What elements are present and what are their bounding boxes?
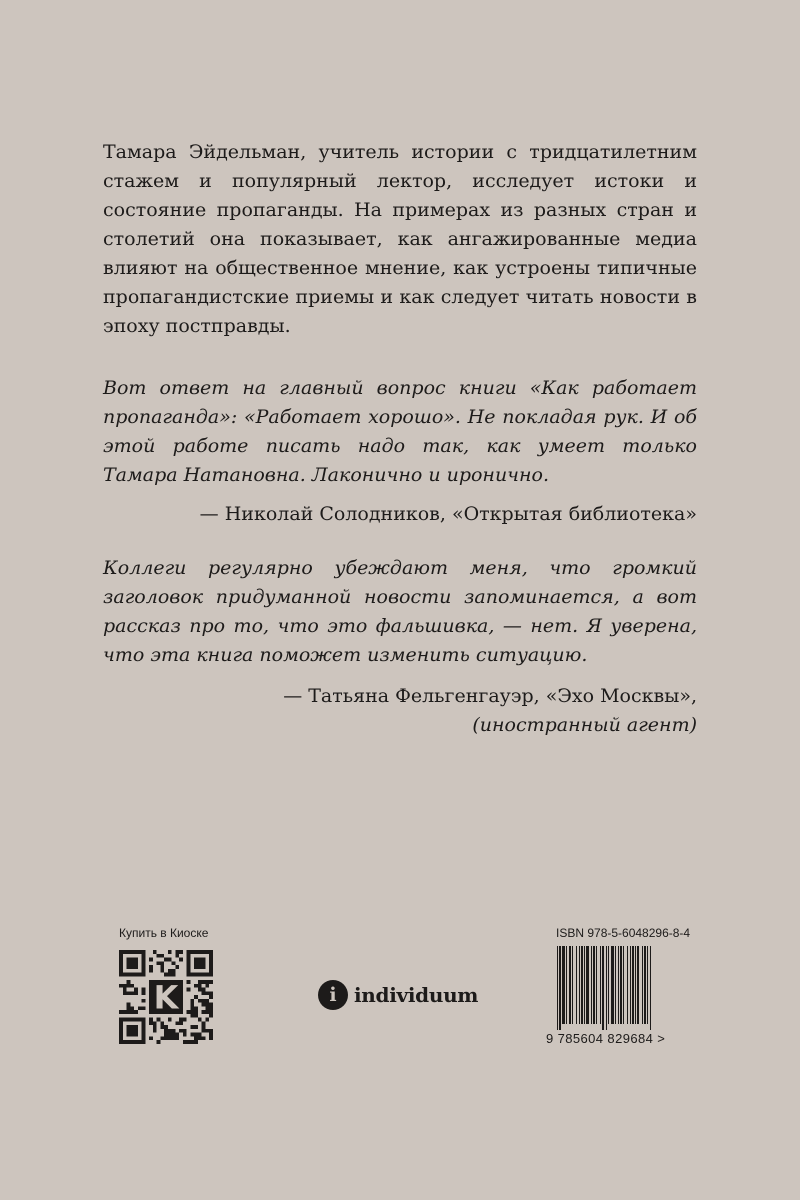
review-attribution-2 xyxy=(283,682,697,740)
review-quote-2: Коллеги регулярно убеждают меня, что громкий заголовок придуманной новости запоминается, а вот рассказ про то, что это фальшивка, — нет. Я уверена, что эта книга поможет изменить ситуацию. xyxy=(103,557,697,666)
qr-center-letter: K xyxy=(153,978,179,1017)
attribution-note: (иностранный агент) xyxy=(472,714,697,736)
publisher-name: individuum xyxy=(354,983,479,1007)
kiosk-label: Купить в Киоске xyxy=(119,926,209,940)
review-quote-1: Вот ответ на главный вопрос книги «Как работает пропаганда»: «Работает хорошо». Не покладая рук. И об этой работе писать надо так, как умеет только Тамара Натановна. Лаконично и иронично. xyxy=(103,377,697,486)
barcode-icon xyxy=(556,946,690,1030)
barcode-digits: 9 785604 829684 > xyxy=(546,1031,666,1046)
intro-paragraph: Тамара Эйдельман, учитель истории с тридцатилетним стажем и популярный лектор, исследует истоки и состояние пропаганды. На примерах из разных стран и столетий она показывает, как ангажированные медиа влияют на общественное мнение, как устроены типичные пропагандистские приемы и как следует читать новости в эпоху постправды. xyxy=(103,141,697,337)
qr-code-icon[interactable] xyxy=(119,950,213,1044)
isbn-label: ISBN 978-5-6048296-8-4 xyxy=(556,926,691,940)
publisher-i-icon: i xyxy=(318,980,348,1010)
review-attribution-1 xyxy=(200,500,697,529)
attribution-text: — Татьяна Фельгенгауэр, «Эхо Москвы», xyxy=(283,685,697,707)
attribution-text: — Николай Солодников, «Открытая библиотека» xyxy=(199,503,697,525)
publisher-logo xyxy=(318,980,478,1010)
